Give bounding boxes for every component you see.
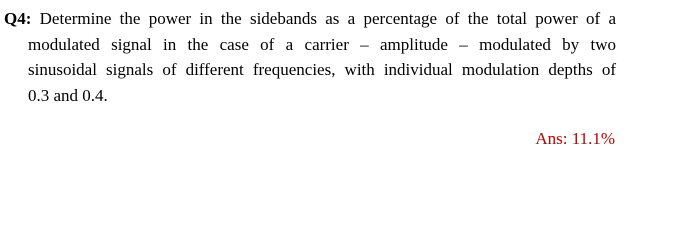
question-line-4: 0.3 and 0.4. [28,85,108,105]
question-text-line-1: Determine the power in the sidebands as a percentage of the total power of a [39,9,617,28]
answer-text: Ans: 11.1% [535,129,615,148]
question-line-1 [4,6,616,32]
question-line-2: modulated signal in the case of a carrier – amplitude – modulated by two [28,34,616,54]
question-block [4,6,616,108]
question-label: Q4: [4,9,32,28]
question-line-3: sinusoidal signals of different frequencies, with individual modulation depths of [28,60,616,80]
